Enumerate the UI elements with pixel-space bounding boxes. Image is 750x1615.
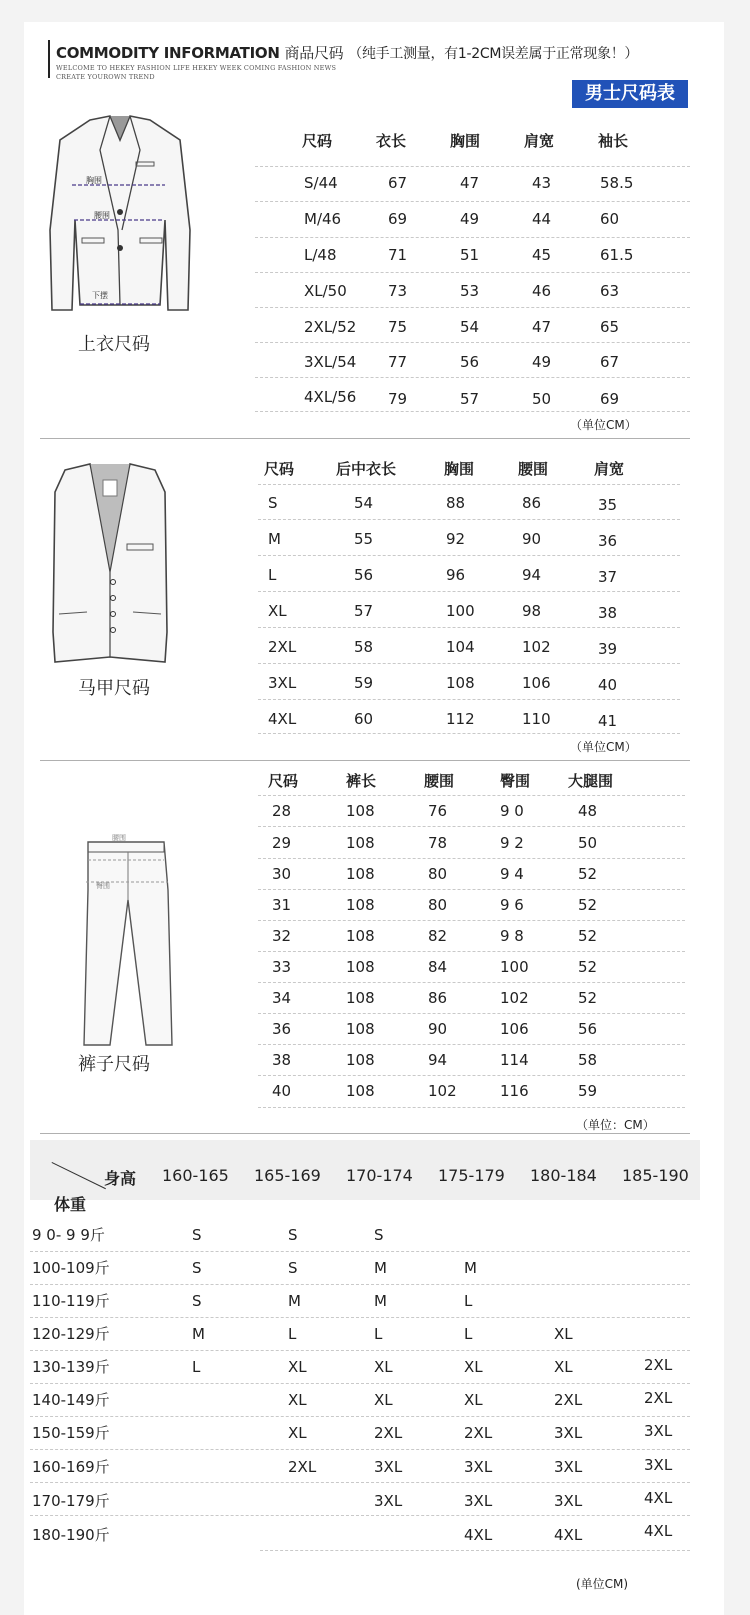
matrix-size-cell: 3XL [554, 1424, 583, 1442]
vest-header-cell: 腰围 [518, 460, 549, 478]
table-cell: 108 [346, 1082, 375, 1100]
table-cell: 52 [578, 865, 598, 883]
table-row-line [258, 1013, 685, 1014]
table-row-line [258, 699, 680, 700]
table-cell: XL/50 [304, 282, 347, 300]
vest-header-cell: 后中衣长 [336, 460, 397, 478]
table-row-line [255, 377, 690, 378]
table-cell: 38 [598, 604, 618, 622]
table-cell: 55 [354, 530, 374, 548]
table-cell: 77 [388, 353, 408, 371]
table-cell: 2XL/52 [304, 318, 357, 336]
table-cell: 29 [272, 834, 292, 852]
size-chart-badge: 男士尺码表 [572, 80, 688, 108]
title-cn: 商品尺码 [284, 44, 344, 62]
table-cell: 90 [428, 1020, 448, 1038]
matrix-size-cell: 4XL [644, 1522, 673, 1540]
table-cell: 108 [446, 674, 475, 692]
matrix-size-cell: 2XL [374, 1424, 403, 1442]
table-cell: 52 [578, 896, 598, 914]
table-cell: M [268, 530, 281, 548]
matrix-weight-cell: 9 0- 9 9斤 [32, 1226, 105, 1244]
matrix-weight-cell: 140-149斤 [32, 1391, 110, 1409]
table-cell: 47 [532, 318, 552, 336]
table-cell: 100 [446, 602, 475, 620]
matrix-size-cell: XL [554, 1358, 573, 1376]
table-row-line [258, 1044, 685, 1045]
table-cell: 58 [354, 638, 374, 656]
jacket-header-cell: 胸围 [450, 132, 481, 150]
matrix-height-label: 身高 [104, 1169, 137, 1188]
table-cell: 116 [500, 1082, 529, 1100]
matrix-size-cell: 3XL [554, 1458, 583, 1476]
table-cell: 4XL/56 [304, 388, 357, 406]
table-row-line [255, 342, 690, 343]
table-cell: 45 [532, 246, 552, 264]
matrix-size-cell: 3XL [644, 1456, 673, 1474]
matrix-size-cell: 3XL [644, 1422, 673, 1440]
header-accent-bar [48, 40, 50, 78]
table-row-line [258, 920, 685, 921]
matrix-weight-cell: 110-119斤 [32, 1292, 110, 1310]
table-row-line [258, 663, 680, 664]
table-cell: 108 [346, 896, 375, 914]
matrix-size-cell: 3XL [464, 1492, 493, 1510]
table-cell: 53 [460, 282, 480, 300]
table-cell: 112 [446, 710, 475, 728]
matrix-size-cell: S [192, 1226, 202, 1244]
table-row-line [258, 826, 685, 827]
table-row-line [30, 1515, 690, 1516]
matrix-weight-label: 体重 [54, 1195, 87, 1214]
table-row-line [258, 555, 680, 556]
matrix-weight-cell: 100-109斤 [32, 1259, 110, 1277]
table-cell: L [268, 566, 277, 584]
table-cell: 52 [578, 958, 598, 976]
pants-header-cell: 裤长 [346, 772, 377, 790]
pants-fig-label-waist: 腰围 [112, 834, 126, 842]
table-row-line [30, 1284, 690, 1285]
matrix-weight-cell: 160-169斤 [32, 1458, 110, 1476]
table-cell: 58.5 [600, 174, 634, 192]
table-cell: 57 [460, 390, 480, 408]
vest-unit-note: （单位CM） [570, 740, 637, 754]
matrix-size-cell: L [374, 1325, 383, 1343]
table-cell: L/48 [304, 246, 337, 264]
table-cell: 40 [272, 1082, 292, 1100]
table-cell: 32 [272, 927, 292, 945]
table-row-line [258, 484, 680, 485]
table-row-line [30, 1416, 690, 1417]
table-cell: 3XL [268, 674, 297, 692]
table-cell: 88 [446, 494, 466, 512]
table-cell: 9 0 [500, 802, 524, 820]
table-cell: 69 [388, 210, 408, 228]
table-cell: M/46 [304, 210, 342, 228]
table-cell: 106 [500, 1020, 529, 1038]
table-cell: 86 [522, 494, 542, 512]
table-cell: 35 [598, 496, 618, 514]
matrix-size-cell: 4XL [644, 1489, 673, 1507]
table-row-line [255, 237, 690, 238]
matrix-size-cell: S [374, 1226, 384, 1244]
table-cell: 9 2 [500, 834, 524, 852]
table-cell: 38 [272, 1051, 292, 1069]
jacket-unit-note: （单位CM） [570, 418, 637, 432]
matrix-size-cell: M [374, 1292, 387, 1310]
table-cell: 56 [578, 1020, 598, 1038]
table-cell: 33 [272, 958, 292, 976]
matrix-weight-cell: 130-139斤 [32, 1358, 110, 1376]
section-divider-3 [40, 1133, 690, 1134]
jacket-header-cell: 袖长 [598, 132, 629, 150]
pants-header-cell: 尺码 [268, 772, 299, 790]
matrix-weight-cell: 150-159斤 [32, 1424, 110, 1442]
table-cell: 59 [354, 674, 374, 692]
table-cell: 108 [346, 958, 375, 976]
matrix-size-cell: 2XL [644, 1356, 673, 1374]
table-cell: 52 [578, 927, 598, 945]
matrix-size-cell: XL [288, 1358, 307, 1376]
table-cell: 82 [428, 927, 448, 945]
matrix-size-cell: M [374, 1259, 387, 1277]
matrix-size-cell: 2XL [554, 1391, 583, 1409]
table-cell: 49 [460, 210, 480, 228]
measurement-note: （纯手工测量，有1-2CM误差属于正常现象！） [348, 46, 639, 62]
matrix-size-cell: 2XL [464, 1424, 493, 1442]
table-cell: 3XL/54 [304, 353, 357, 371]
table-row-line [30, 1383, 690, 1384]
table-cell: 41 [598, 712, 618, 730]
table-cell: 37 [598, 568, 618, 586]
table-cell: 102 [522, 638, 551, 656]
table-cell: 34 [272, 989, 292, 1007]
matrix-size-cell: 3XL [374, 1492, 403, 1510]
table-cell: 30 [272, 865, 292, 883]
table-cell: 44 [532, 210, 552, 228]
matrix-size-cell: L [464, 1325, 473, 1343]
table-cell: 56 [354, 566, 374, 584]
header-tagline-1: WELCOME TO HEKEY FASHION LIFE HEKEY WEEK COMING FASHION NEWS [56, 64, 337, 72]
table-row-line [258, 795, 685, 796]
table-cell: 67 [600, 353, 620, 371]
table-cell: 75 [388, 318, 408, 336]
matrix-size-cell: XL [464, 1358, 483, 1376]
table-cell: 65 [600, 318, 620, 336]
jacket-label: 上衣尺码 [78, 334, 150, 355]
table-row-line [258, 1075, 685, 1076]
pants-illustration [76, 830, 186, 1050]
matrix-size-cell: 3XL [464, 1458, 493, 1476]
table-row-line [30, 1482, 690, 1483]
page-title [56, 42, 638, 63]
table-row-line [258, 858, 685, 859]
table-cell: 67 [388, 174, 408, 192]
matrix-height-header: 175-179 [438, 1166, 505, 1185]
vest-illustration [45, 462, 175, 672]
table-cell: 108 [346, 1020, 375, 1038]
table-cell: 48 [578, 802, 598, 820]
table-cell: 60 [354, 710, 374, 728]
matrix-height-header: 185-190 [622, 1166, 689, 1185]
jacket-fig-label-waist: 腰围 [94, 211, 110, 220]
table-cell: 92 [446, 530, 466, 548]
pants-label: 裤子尺码 [78, 1054, 150, 1075]
matrix-size-cell: XL [464, 1391, 483, 1409]
vest-header-cell: 尺码 [264, 460, 295, 478]
table-cell: 36 [272, 1020, 292, 1038]
table-cell: 4XL [268, 710, 297, 728]
table-row-line [258, 591, 680, 592]
matrix-unit-note: (单位CM) [576, 1577, 629, 1591]
table-cell: 80 [428, 896, 448, 914]
table-cell: 9 6 [500, 896, 524, 914]
jacket-header-cell: 肩宽 [524, 132, 555, 150]
table-cell: 102 [428, 1082, 457, 1100]
table-row-line [258, 982, 685, 983]
table-cell: 76 [428, 802, 448, 820]
table-cell: 106 [522, 674, 551, 692]
table-cell: 94 [522, 566, 542, 584]
matrix-size-cell: M [192, 1325, 205, 1343]
matrix-height-header: 170-174 [346, 1166, 413, 1185]
vest-header-cell: 肩宽 [594, 460, 625, 478]
matrix-size-cell: XL [374, 1358, 393, 1376]
table-row-line [258, 627, 680, 628]
matrix-size-cell: XL [374, 1391, 393, 1409]
table-cell: 80 [428, 865, 448, 883]
table-row-line [255, 201, 690, 202]
table-row-line [258, 519, 680, 520]
table-cell: 50 [532, 390, 552, 408]
table-row-line [258, 889, 685, 890]
table-cell: 54 [354, 494, 374, 512]
table-cell: 108 [346, 927, 375, 945]
table-cell: 63 [600, 282, 620, 300]
table-cell: 108 [346, 802, 375, 820]
matrix-size-cell: L [288, 1325, 297, 1343]
table-cell: 47 [460, 174, 480, 192]
matrix-size-cell: L [192, 1358, 201, 1376]
matrix-size-cell: 2XL [644, 1389, 673, 1407]
matrix-size-cell: 4XL [554, 1526, 583, 1544]
jacket-fig-label-chest: 胸围 [86, 176, 102, 185]
matrix-size-cell: S [192, 1292, 202, 1310]
table-cell: 39 [598, 640, 618, 658]
table-row-line [255, 272, 690, 273]
table-cell: 36 [598, 532, 618, 550]
jacket-header-cell: 尺码 [302, 132, 333, 150]
table-cell: 108 [346, 1051, 375, 1069]
jacket-fig-label-hem: 下摆 [92, 291, 108, 300]
table-cell: 98 [522, 602, 542, 620]
matrix-height-header: 165-169 [254, 1166, 321, 1185]
table-cell: S [268, 494, 278, 512]
section-divider-1 [40, 438, 690, 439]
pants-header-cell: 大腿围 [568, 772, 614, 790]
table-cell: 60 [600, 210, 620, 228]
matrix-size-cell: XL [554, 1325, 573, 1343]
table-cell: 96 [446, 566, 466, 584]
vest-header-cell: 胸围 [444, 460, 475, 478]
table-cell: 78 [428, 834, 448, 852]
matrix-size-cell: 2XL [288, 1458, 317, 1476]
table-cell: 57 [354, 602, 374, 620]
matrix-size-cell: 3XL [374, 1458, 403, 1476]
table-row-line [258, 951, 685, 952]
vest-label: 马甲尺码 [78, 678, 150, 699]
pants-header-cell: 腰围 [424, 772, 455, 790]
table-cell: 71 [388, 246, 408, 264]
table-cell: 40 [598, 676, 618, 694]
section-divider-2 [40, 760, 690, 761]
table-cell: 58 [578, 1051, 598, 1069]
table-cell: 46 [532, 282, 552, 300]
table-cell: 110 [522, 710, 551, 728]
title-en: COMMODITY INFORMATION [56, 44, 280, 62]
table-cell: 49 [532, 353, 552, 371]
table-cell: 2XL [268, 638, 297, 656]
matrix-height-header: 180-184 [530, 1166, 597, 1185]
table-cell: 69 [600, 390, 620, 408]
header-tagline-2: CREATE YOUROWN TREND [56, 73, 155, 81]
table-cell: 61.5 [600, 246, 634, 264]
matrix-size-cell: M [464, 1259, 477, 1277]
table-row-line [255, 166, 690, 167]
table-cell: 108 [346, 989, 375, 1007]
pants-header-cell: 臀围 [500, 772, 531, 790]
table-row-line [30, 1449, 690, 1450]
matrix-size-cell: XL [288, 1391, 307, 1409]
table-cell: 102 [500, 989, 529, 1007]
table-cell: 84 [428, 958, 448, 976]
matrix-size-cell: S [192, 1259, 202, 1277]
jacket-illustration [40, 110, 200, 330]
table-cell: 108 [346, 865, 375, 883]
table-cell: 9 8 [500, 927, 524, 945]
table-cell: 9 4 [500, 865, 524, 883]
matrix-size-cell: XL [288, 1424, 307, 1442]
table-cell: S/44 [304, 174, 338, 192]
table-cell: 100 [500, 958, 529, 976]
table-row-line [258, 1107, 685, 1108]
table-cell: 54 [460, 318, 480, 336]
matrix-height-header: 160-165 [162, 1166, 229, 1185]
matrix-size-cell: S [288, 1259, 298, 1277]
table-cell: 104 [446, 638, 475, 656]
matrix-weight-cell: 170-179斤 [32, 1492, 110, 1510]
table-cell: 28 [272, 802, 292, 820]
table-row-line [260, 1550, 690, 1551]
matrix-weight-cell: 120-129斤 [32, 1325, 110, 1343]
table-cell: 94 [428, 1051, 448, 1069]
table-cell: 108 [346, 834, 375, 852]
matrix-size-cell: 4XL [464, 1526, 493, 1544]
table-cell: 59 [578, 1082, 598, 1100]
table-row-line [30, 1317, 690, 1318]
table-cell: 86 [428, 989, 448, 1007]
table-row-line [30, 1251, 690, 1252]
table-cell: 56 [460, 353, 480, 371]
table-cell: 51 [460, 246, 480, 264]
table-cell: 79 [388, 390, 408, 408]
table-row-line [258, 733, 680, 734]
table-cell: 43 [532, 174, 552, 192]
table-cell: 90 [522, 530, 542, 548]
matrix-size-cell: M [288, 1292, 301, 1310]
table-cell: 50 [578, 834, 598, 852]
table-cell: 31 [272, 896, 292, 914]
matrix-size-cell: 3XL [554, 1492, 583, 1510]
table-row-line [30, 1350, 690, 1351]
table-cell: 52 [578, 989, 598, 1007]
table-row-line [255, 411, 690, 412]
matrix-weight-cell: 180-190斤 [32, 1526, 110, 1544]
pants-unit-note: （单位：CM） [576, 1118, 655, 1132]
matrix-size-cell: S [288, 1226, 298, 1244]
matrix-size-cell: L [464, 1292, 473, 1310]
table-cell: 114 [500, 1051, 529, 1069]
table-cell: XL [268, 602, 287, 620]
jacket-header-cell: 衣长 [376, 132, 407, 150]
table-cell: 73 [388, 282, 408, 300]
pants-fig-label-hip: 臀围 [96, 882, 110, 890]
table-row-line [255, 307, 690, 308]
